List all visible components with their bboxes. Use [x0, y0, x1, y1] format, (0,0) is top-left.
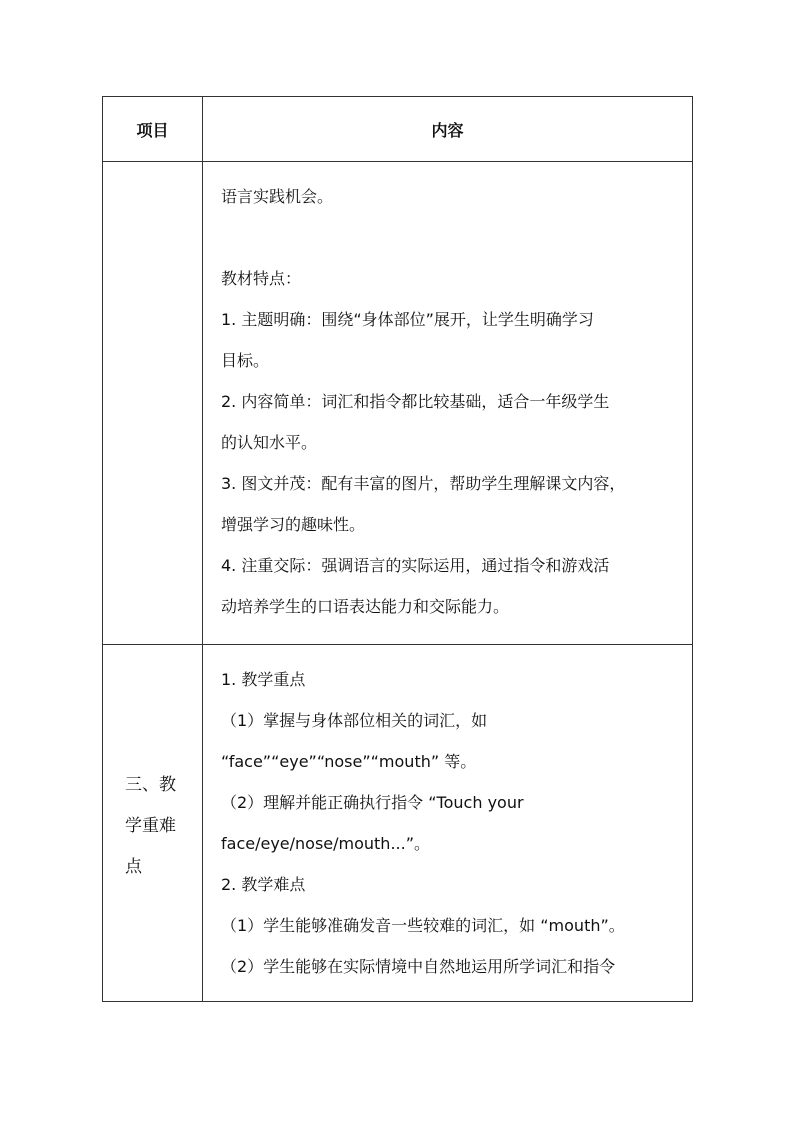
row-label-line: 学重难	[125, 816, 176, 836]
text-line: 的认知水平。	[221, 433, 318, 452]
text-line: “face”“eye”“nose”“mouth” 等。	[221, 752, 477, 771]
text-line: 3. 图文并茂：配有丰富的图片，帮助学生理解课文内容，	[221, 474, 626, 493]
row-label	[103, 765, 202, 888]
table-row	[103, 645, 693, 1002]
text-line: （1）掌握与身体部位相关的词汇，如	[221, 711, 488, 730]
row-label-line: 点	[125, 857, 142, 877]
text-line: 语言实践机会。	[221, 187, 334, 206]
header-content: 内容	[203, 97, 693, 162]
row-content-cell	[203, 162, 693, 645]
blank-line	[221, 217, 678, 258]
row-label-line: 三、教	[125, 775, 176, 795]
text-line: 1. 主题明确：围绕“身体部位”展开，让学生明确学习	[221, 310, 594, 329]
text-line: 4. 注重交际：强调语言的实际运用，通过指令和游戏活	[221, 556, 610, 575]
text-line: 1. 教学重点	[221, 670, 306, 689]
text-line: 动培养学生的口语表达能力和交际能力。	[221, 597, 510, 616]
table-row	[103, 162, 693, 645]
text-line: 目标。	[221, 351, 270, 370]
text-line: （1）学生能够准确发音一些较难的词汇，如 “mouth”。	[221, 916, 625, 935]
table-header-row	[103, 97, 693, 162]
header-item: 项目	[103, 97, 203, 162]
text-line: face/eye/nose/mouth...”。	[221, 834, 430, 853]
text-line: 增强学习的趣味性。	[221, 515, 366, 534]
text-line: （2）学生能够在实际情境中自然地运用所学词汇和指令	[221, 957, 616, 976]
text-line: 2. 教学难点	[221, 875, 306, 894]
row-label-cell	[103, 645, 203, 1002]
row-content-cell	[203, 645, 693, 1002]
row-label-cell	[103, 162, 203, 645]
content-table	[102, 96, 693, 1002]
text-line: 2. 内容简单：词汇和指令都比较基础，适合一年级学生	[221, 392, 610, 411]
text-line: （2）理解并能正确执行指令 “Touch your	[221, 793, 524, 812]
text-line: 教材特点：	[221, 269, 302, 288]
